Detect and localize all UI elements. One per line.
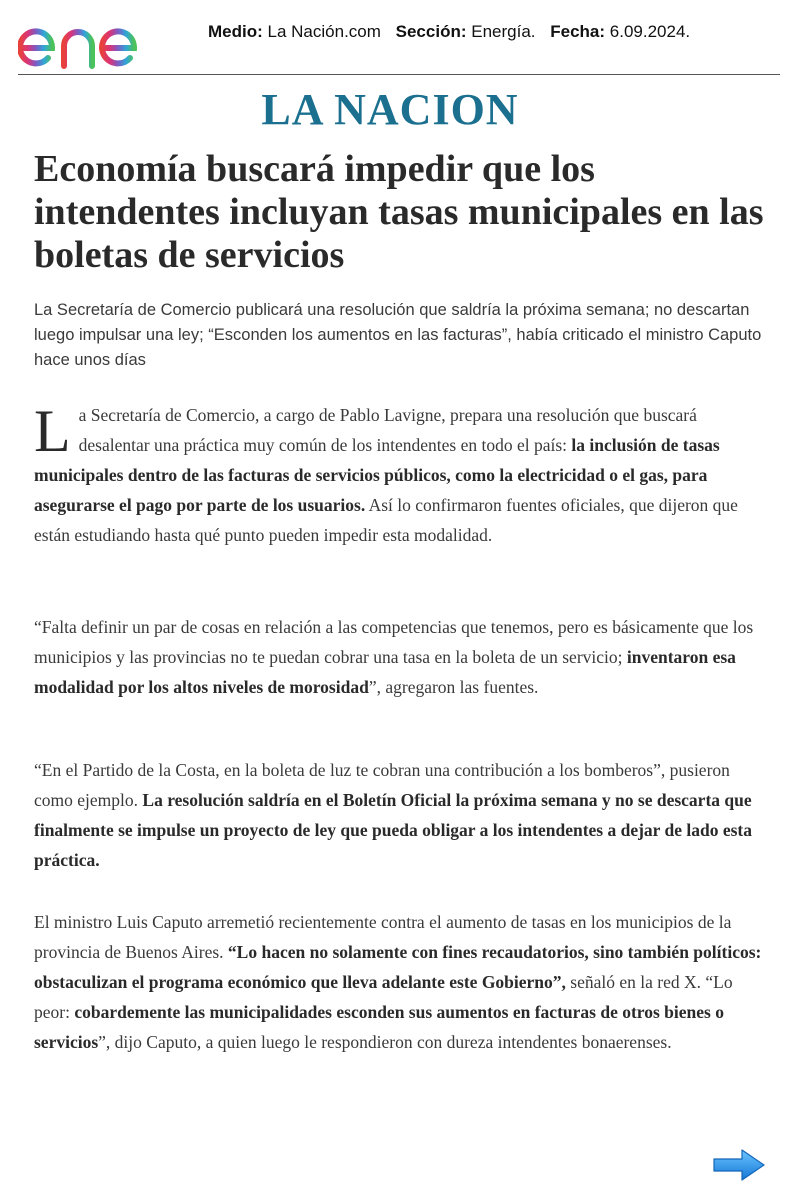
- paragraph-text: “Falta definir un par de cosas en relación a las competencias que tenemos, pero es básicamente que los municipios y las provincias no te puedan cobrar una tasa en la boleta de un servicio;: [34, 617, 754, 667]
- paragraph-bold: cobardemente las municipalidades esconden sus aumentos en facturas de otros bienes o servicios: [34, 1002, 724, 1052]
- article-paragraph-3: [34, 755, 770, 875]
- article-paragraph-1: [34, 400, 770, 550]
- article-subhead: La Secretaría de Comercio publicará una resolución que saldría la próxima semana; no descartan luego impulsar una ley; “Esconden los aumentos en las facturas”, había criticado el ministro Caputo hace unos días: [34, 301, 762, 369]
- newspaper-masthead: LA NACION: [261, 85, 519, 134]
- paragraph-text: a Secretaría de Comercio, a cargo de Pablo Lavigne, prepara una resolución que buscará desalentar una práctica muy común de los intendentes en todo el país:: [78, 405, 697, 455]
- paragraph-text: Así lo confirmaron fuentes oficiales, que dijeron que están estudiando hasta qué punto pueden impedir esta modalidad.: [34, 495, 738, 545]
- paragraph-text: El ministro Luis Caputo arremetió recientemente contra el aumento de tasas en los municipios de la provincia de Buenos Aires.: [34, 912, 732, 962]
- paragraph-text: ”, dijo Caputo, a quien luego le respondieron con dureza intendentes bonaerenses.: [98, 1032, 672, 1052]
- article-paragraph-4: [34, 907, 770, 1057]
- arrow-right-icon[interactable]: [712, 1148, 766, 1182]
- medio-label: Medio:: [208, 22, 263, 41]
- paragraph-text: ”, agregaron las fuentes.: [368, 677, 539, 697]
- paragraph-bold: “Lo hacen no solamente con fines recaudatorios, sino también políticos: obstaculizan el programa económico que lleva adelante este Gobierno”,: [34, 942, 762, 992]
- paragraph-text: “En el Partido de la Costa, en la boleta de luz te cobran una contribución a los bomberos”, pusieron como ejemplo.: [34, 760, 730, 810]
- paragraph-bold: inventaron esa modalidad por los altos niveles de morosidad: [34, 647, 736, 697]
- seccion-label: Sección:: [395, 22, 467, 41]
- article-paragraph-2: [34, 612, 770, 702]
- medio-value: La Nación.com: [267, 22, 381, 41]
- clipping-meta: [208, 22, 690, 42]
- drop-cap: L: [34, 398, 71, 464]
- clipping-header: [18, 8, 780, 75]
- paragraph-text: señaló en la red X. “Lo peor:: [34, 972, 733, 1022]
- fecha-label: Fecha:: [550, 22, 606, 41]
- paragraph-bold: la inclusión de tasas municipales dentro de las facturas de servicios públicos, como la electricidad o el gas, para asegurarse el pago por parte de los usuarios.: [34, 435, 720, 515]
- article-headline: Economía buscará impedir que los intendentes incluyan tasas municipales en las boletas de servicios: [34, 148, 764, 276]
- paragraph-bold: La resolución saldría en el Boletín Oficial la próxima semana y no se descarta que finalmente se impulse un proyecto de ley que pueda obligar a los intendentes a dejar de lado esta práctica.: [34, 790, 753, 870]
- seccion-value: Energía.: [471, 22, 536, 41]
- fecha-value: 6.09.2024.: [609, 22, 691, 41]
- enel-logo: [18, 10, 180, 70]
